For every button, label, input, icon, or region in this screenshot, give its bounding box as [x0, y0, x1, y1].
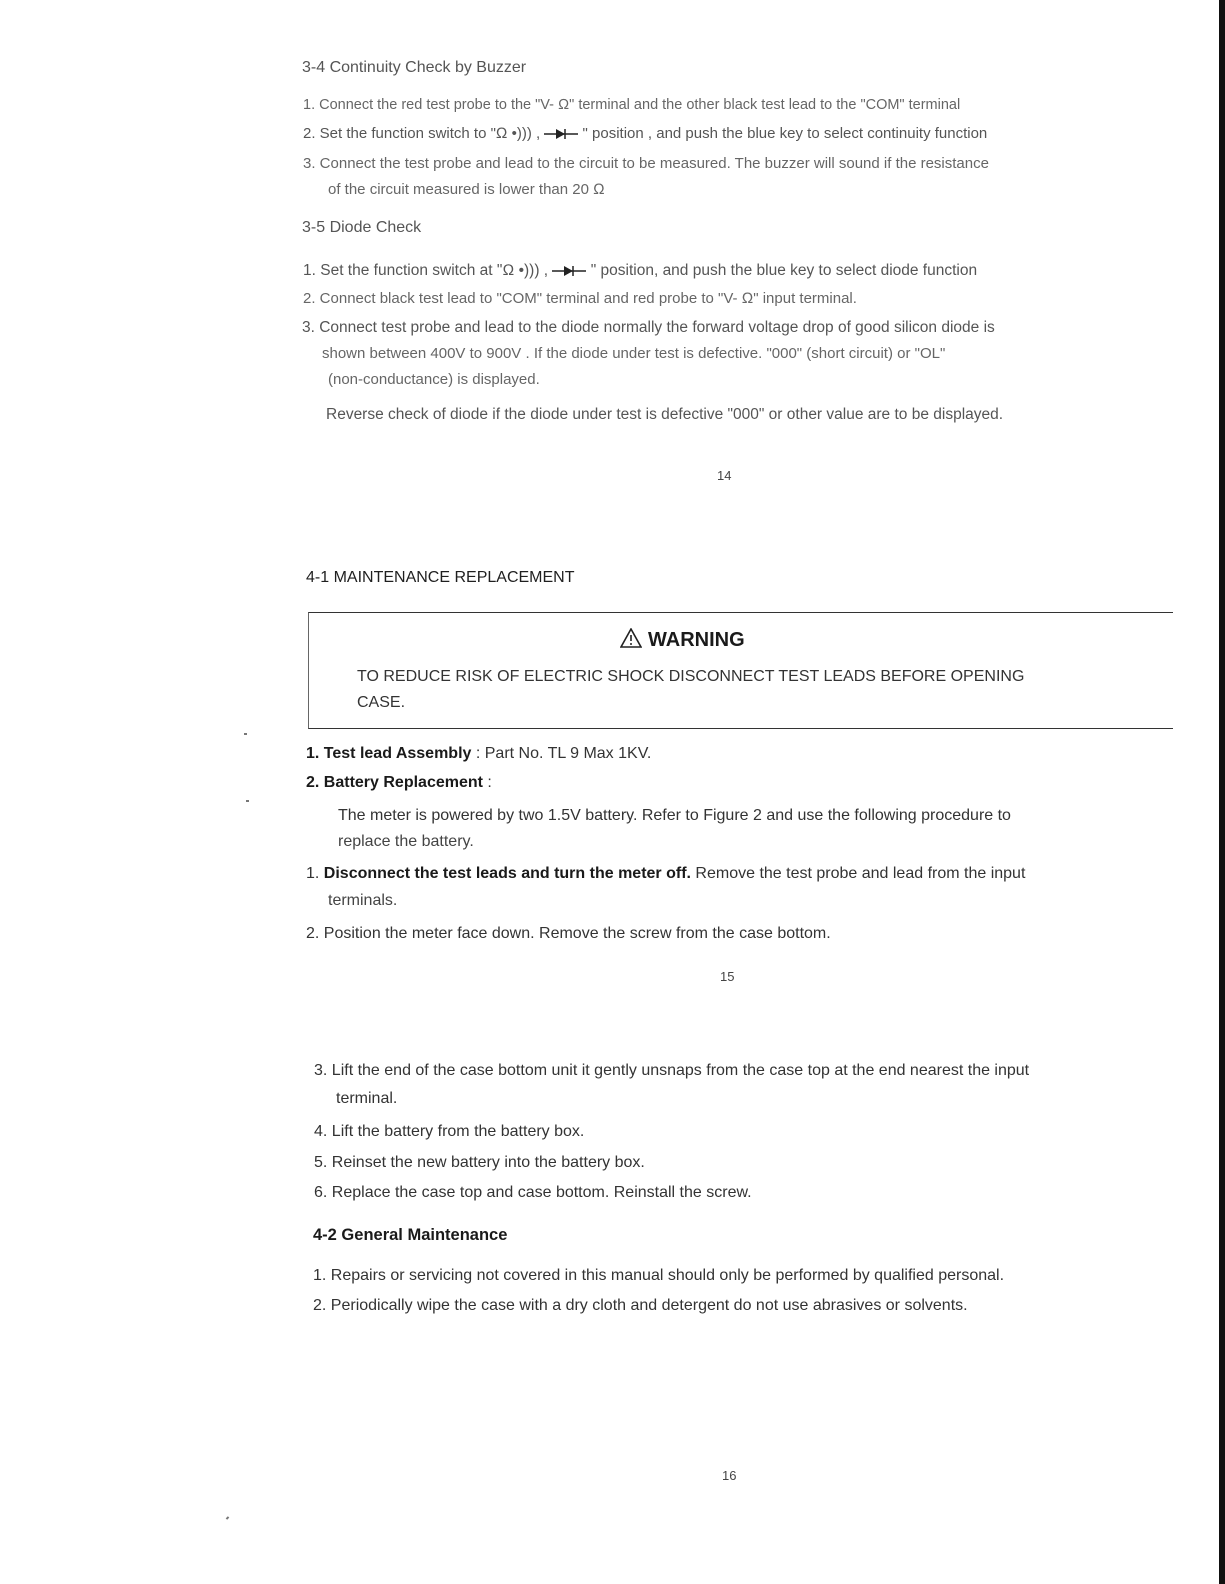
test-lead-assembly-item: 1. Test lead Assembly : Part No. TL 9 Max 1KV.: [306, 745, 652, 762]
page-number-14: 14: [717, 468, 732, 483]
diode-reverse-check: Reverse check of diode if the diode under test is defective "000" or other value are to be displayed.: [326, 406, 1004, 423]
scan-speck: [226, 1516, 230, 1520]
section-3-5-heading: 3-5 Diode Check: [302, 219, 422, 236]
scan-speck: [246, 800, 249, 802]
warning-text-line-1: TO REDUCE RISK OF ELECTRIC SHOCK DISCONNECT TEST LEADS BEFORE OPENING: [357, 668, 1025, 685]
continuity-step-3: 3. Connect the test probe and lead to the circuit to be measured. The buzzer will sound if the resistance: [303, 155, 989, 172]
continuity-step-1: 1. Connect the red test probe to the "V- Ω" terminal and the other black test lead to the "COM" terminal: [303, 97, 961, 113]
section-3-4-heading: 3-4 Continuity Check by Buzzer: [302, 59, 527, 76]
scan-edge: [1219, 0, 1225, 1584]
diode-step-3-line2: shown between 400V to 900V . If the diode under test is defective. "000" (short circuit) or "OL": [322, 345, 946, 362]
battery-step-3: 3. Lift the end of the case bottom unit it gently unsnaps from the case top at the end nearest the input: [314, 1062, 1030, 1079]
page-number-15: 15: [720, 969, 735, 984]
battery-step-1: 1. Disconnect the test leads and turn the meter off. Remove the test probe and lead from the input: [306, 865, 1026, 882]
battery-step-3-cont: terminal.: [336, 1090, 398, 1107]
battery-paragraph-line-2: replace the battery.: [338, 833, 474, 850]
general-maintenance-1: 1. Repairs or servicing not covered in this manual should only be performed by qualified personal.: [313, 1267, 1005, 1284]
battery-step-6: 6. Replace the case top and case bottom. Reinstall the screw.: [314, 1184, 752, 1201]
battery-paragraph-line-1: The meter is powered by two 1.5V battery. Refer to Figure 2 and use the following procedure to: [338, 807, 1011, 824]
warning-title: WARNING: [620, 628, 745, 652]
battery-step-1-cont: terminals.: [328, 892, 398, 909]
continuity-step-3-cont: of the circuit measured is lower than 20 Ω: [328, 181, 605, 198]
warning-triangle-icon: [620, 628, 642, 648]
scan-speck: [244, 733, 247, 735]
diode-symbol-icon: [544, 128, 578, 140]
diode-step-3-line3: (non-conductance) is displayed.: [328, 371, 540, 388]
page-number-16: 16: [722, 1468, 737, 1483]
warning-text-line-2: CASE.: [357, 694, 406, 711]
diode-symbol-icon: [552, 265, 586, 277]
diode-step-3: 3. Connect test probe and lead to the diode normally the forward voltage drop of good silicon diode is: [302, 319, 995, 336]
diode-step-2: 2. Connect black test lead to "COM" terminal and red probe to "V- Ω" input terminal.: [303, 290, 857, 307]
continuity-step-2: 2. Set the function switch to "Ω •))) , " position , and push the blue key to select continuity function: [303, 125, 988, 142]
battery-step-4: 4. Lift the battery from the battery box.: [314, 1123, 585, 1140]
diode-step-1: 1. Set the function switch at "Ω •))) , " position, and push the blue key to select diode function: [303, 262, 978, 279]
general-maintenance-2: 2. Periodically wipe the case with a dry cloth and detergent do not use abrasives or solvents.: [313, 1297, 968, 1314]
battery-step-5: 5. Reinset the new battery into the battery box.: [314, 1154, 645, 1171]
battery-step-2: 2. Position the meter face down. Remove the screw from the case bottom.: [306, 925, 831, 942]
battery-replacement-heading: 2. Battery Replacement :: [306, 774, 492, 791]
section-4-2-heading: 4-2 General Maintenance: [313, 1226, 508, 1244]
section-4-1-heading: 4-1 MAINTENANCE REPLACEMENT: [306, 569, 575, 586]
